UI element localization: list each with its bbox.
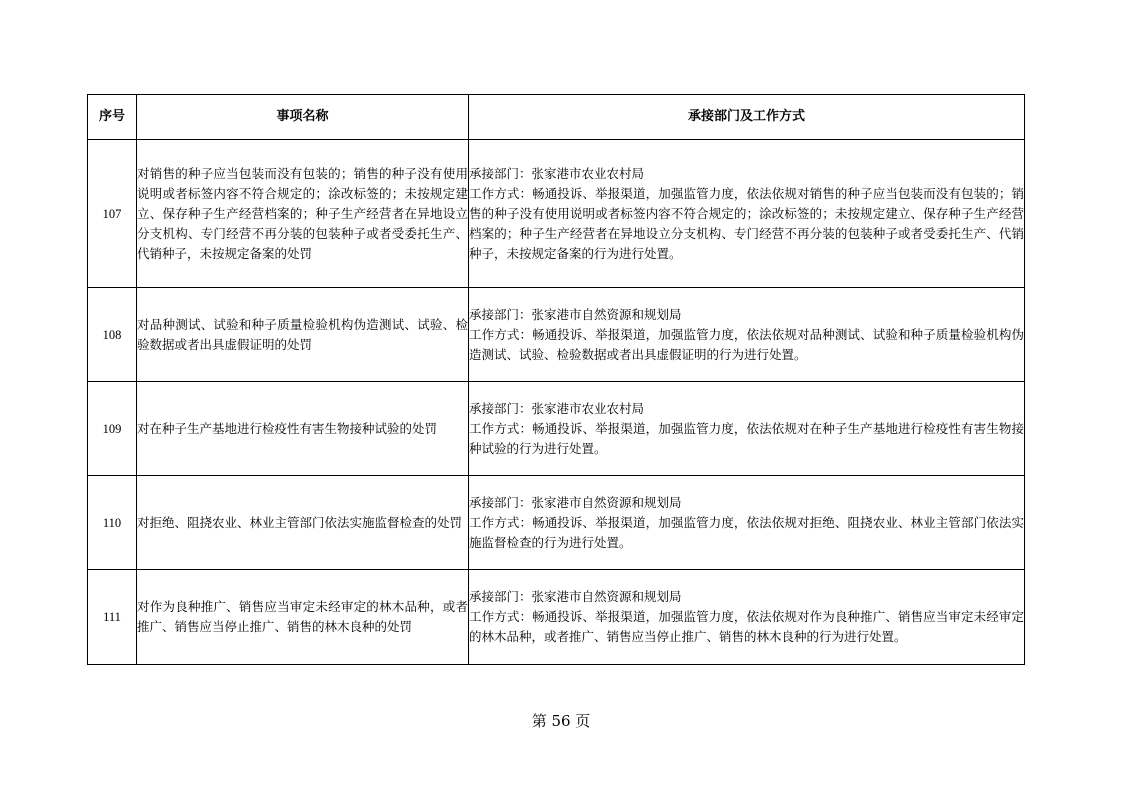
row-name: 对品种测试、试验和种子质量检验机构伪造测试、试验、检验数据或者出具虚假证明的处罚 — [137, 288, 469, 382]
row-num: 111 — [88, 570, 137, 665]
header-dept: 承接部门及工作方式 — [469, 95, 1025, 140]
row-name: 对作为良种推广、销售应当审定未经审定的林木品种，或者推广、销售应当停止推广、销售的林木良种的处罚 — [137, 570, 469, 665]
table-row — [88, 570, 1025, 665]
row-dept: 承接部门：张家港市农业农村局 — [469, 165, 645, 181]
row-num: 107 — [88, 140, 137, 288]
row-name: 对拒绝、阻挠农业、林业主管部门依法实施监督检查的处罚 — [137, 476, 469, 570]
row-dept: 承接部门：张家港市自然资源和规划局 — [469, 589, 682, 604]
row-method: 工作方式：畅通投诉、举报渠道，加强监管力度，依法依规对作为良种推广、销售应当审定未经审定的林木品种，或者推广、销售应当停止推广、销售的林木良种的行为进行处置。 — [469, 609, 1024, 644]
row-dept-cell — [469, 288, 1025, 382]
row-dept: 承接部门：张家港市自然资源和规划局 — [469, 306, 682, 322]
table-row — [88, 476, 1025, 570]
header-name: 事项名称 — [137, 95, 469, 140]
row-method: 工作方式：畅通投诉、举报渠道，加强监管力度，依法依规对销售的种子应当包装而没有包装的；销售的种子没有使用说明或者标签内容不符合规定的；涂改标签的；未按规定建立、保存种子生产经营档案的；种子生产经营者在异地设立分支机构、专门经营不再分装的包装种子或者受委托生产、代销种子，未按规定备案的行为进行处置。 — [469, 185, 1024, 261]
row-method: 工作方式：畅通投诉、举报渠道，加强监管力度，依法依规对拒绝、阻挠农业、林业主管部门依法实施监督检查的行为进行处置。 — [469, 514, 1024, 550]
row-dept: 承接部门：张家港市自然资源和规划局 — [469, 494, 682, 510]
row-num: 109 — [88, 382, 137, 476]
row-dept: 承接部门：张家港市农业农村局 — [469, 400, 645, 416]
table-header-row — [88, 95, 1025, 140]
table-row — [88, 140, 1025, 288]
row-method: 工作方式：畅通投诉、举报渠道，加强监管力度，依法依规对品种测试、试验和种子质量检验机构伪造测试、试验、检验数据或者出具虚假证明的行为进行处置。 — [469, 326, 1024, 362]
items-table — [87, 94, 1025, 665]
row-dept-cell — [469, 140, 1025, 288]
page-number: 第 56 页 — [531, 712, 591, 730]
row-num: 110 — [88, 476, 137, 570]
row-dept-cell — [469, 570, 1025, 665]
row-dept-cell — [469, 382, 1025, 476]
row-num: 108 — [88, 288, 137, 382]
row-method: 工作方式：畅通投诉、举报渠道，加强监管力度，依法依规对在种子生产基地进行检疫性有害生物接种试验的行为进行处置。 — [469, 420, 1024, 456]
table-row — [88, 382, 1025, 476]
row-name: 对在种子生产基地进行检疫性有害生物接种试验的处罚 — [137, 382, 469, 476]
row-name: 对销售的种子应当包装而没有包装的；销售的种子没有使用说明或者标签内容不符合规定的；涂改标签的；未按规定建立、保存种子生产经营档案的；种子生产经营者在异地设立分支机构、专门经营不再分装的包装种子或者受委托生产、代销种子，未按规定备案的处罚 — [137, 140, 469, 288]
table-row — [88, 288, 1025, 382]
row-dept-cell — [469, 476, 1025, 570]
header-num: 序号 — [88, 95, 137, 140]
